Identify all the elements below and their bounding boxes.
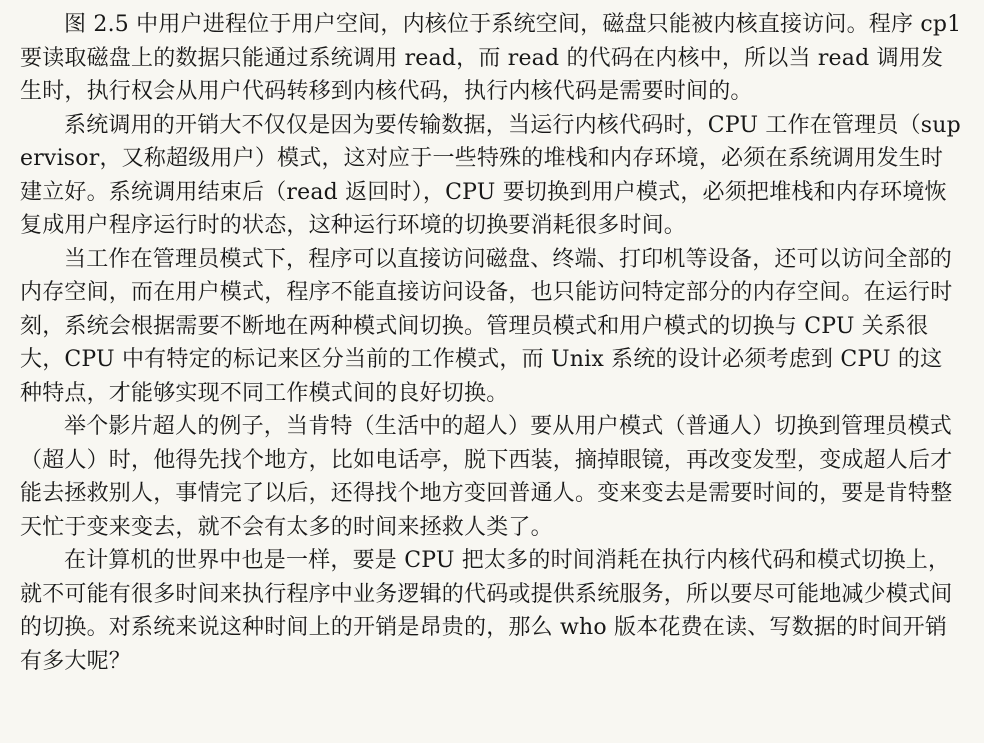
paragraph-2: 系统调用的开销大不仅仅是因为要传输数据，当运行内核代码时，CPU 工作在管理员（supervisor，又称超级用户）模式，这对应于一些特殊的堆栈和内存环境，必须在系统调用发生时建立好。系统调用结束后（read 返回时），CPU 要切换到用户模式，必须把堆栈和内存环境恢复成用户程序运行时的状态，这种运行环境的切换要消耗很多时间。 [20, 112, 961, 238]
body-text [20, 8, 964, 678]
paragraph-1: 图 2.5 中用户进程位于用户空间，内核位于系统空间，磁盘只能被内核直接访问。程序 cp1 要读取磁盘上的数据只能通过系统调用 read，而 read 的代码在内核中，所以当 read 调用发生时，执行权会从用户代码转移到内核代码，执行内核代码是需要时间的。 [20, 12, 962, 104]
paragraph-4: 举个影片超人的例子，当肯特（生活中的超人）要从用户模式（普通人）切换到管理员模式（超人）时，他得先找个地方，比如电话亭，脱下西装，摘掉眼镜，再改变发型，变成超人后才能去拯救别人，事情完了以后，还得找个地方变回普通人。变来变去是需要时间的，要是肯特整天忙于变来变去，就不会有太多的时间来拯救人类了。 [20, 414, 953, 540]
paragraph-3: 当工作在管理员模式下，程序可以直接访问磁盘、终端、打印机等设备，还可以访问全部的内存空间，而在用户模式，程序不能直接访问设备，也只能访问特定部分的内存空间。在运行时刻，系统会根据需要不断地在两种模式间切换。管理员模式和用户模式的切换与 CPU 关系很大，CPU 中有特定的标记来区分当前的工作模式，而 Unix 系统的设计必须考虑到 CPU 的这种特点，才能够实现不同工作模式间的良好切换。 [20, 246, 953, 406]
paragraph-5: 在计算机的世界中也是一样，要是 CPU 把太多的时间消耗在执行内核代码和模式切换上，就不可能有很多时间来执行程序中业务逻辑的代码或提供系统服务，所以要尽可能地减少模式间的切换。对系统来说这种时间上的开销是昂贵的，那么 who 版本花费在读、写数据的时间开销有多大呢？ [20, 548, 953, 674]
